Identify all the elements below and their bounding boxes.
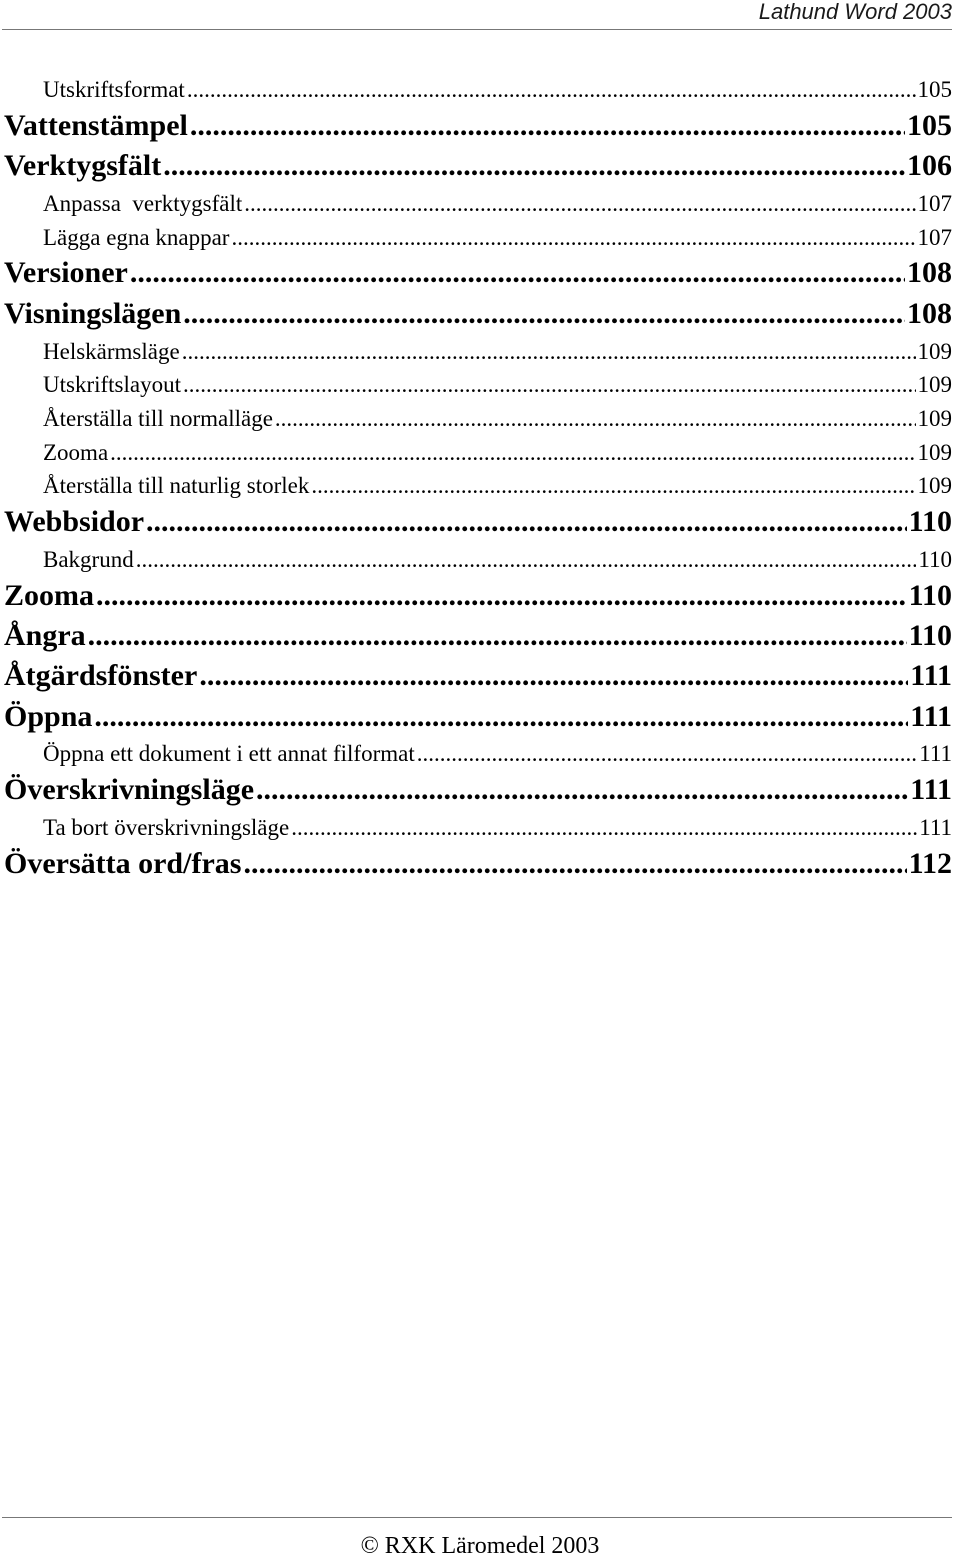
toc-entry-title: Åtgärdsfönster xyxy=(4,656,197,696)
toc-entry-title: Helskärmsläge xyxy=(43,335,180,368)
toc-entry-title: Visningslägen xyxy=(4,294,181,334)
toc-entry-title: Återställa till naturlig storlek xyxy=(43,469,309,502)
toc-entry-title: Öppna xyxy=(4,697,92,737)
toc-entry-page: 111 xyxy=(919,741,952,766)
toc-entry-title: Vattenstämpel xyxy=(4,106,188,146)
toc-entry-atgardsfonster[interactable] xyxy=(4,656,952,696)
toc-leader-dots xyxy=(243,844,906,884)
toc-leader-dots xyxy=(417,737,917,770)
toc-entry-title: Återställa till normalläge xyxy=(43,402,273,435)
header-title: Lathund Word 2003 xyxy=(758,0,952,24)
toc-leader-dots xyxy=(190,106,905,146)
toc-entry-zooma[interactable] xyxy=(4,576,952,616)
toc-entry-oppna[interactable] xyxy=(4,697,952,737)
toc-entry-page: 108 xyxy=(907,256,952,289)
toc-entry-title: Zooma xyxy=(43,436,108,469)
toc-leader-dots xyxy=(146,502,907,542)
toc-leader-dots xyxy=(136,543,917,576)
toc-entry-page: 109 xyxy=(917,440,952,465)
toc-entry-oversatta-ord-fras[interactable] xyxy=(4,844,952,884)
toc-entry-ta-bort-overskrivningslage[interactable] xyxy=(4,811,952,844)
toc-entry-helskarmslage[interactable] xyxy=(4,335,952,368)
toc-entry-title: Webbsidor xyxy=(4,502,144,542)
toc-entry-versioner[interactable] xyxy=(4,253,952,293)
toc-entry-page: 111 xyxy=(910,773,952,806)
toc-entry-page: 111 xyxy=(910,700,952,733)
toc-entry-overskrivningslage[interactable] xyxy=(4,770,952,810)
toc-leader-dots xyxy=(231,221,915,254)
toc-leader-dots xyxy=(199,656,908,696)
toc-entry-page: 105 xyxy=(907,109,952,142)
toc-leader-dots xyxy=(291,811,917,844)
toc-leader-dots xyxy=(311,469,915,502)
toc-entry-title: Öppna ett dokument i ett annat filformat xyxy=(43,737,415,770)
toc-leader-dots xyxy=(130,253,905,293)
header-divider xyxy=(2,29,952,30)
toc-entry-bakgrund[interactable] xyxy=(4,543,952,576)
toc-entry-page: 111 xyxy=(910,659,952,692)
toc-entry-title: Utskriftsformat xyxy=(43,73,185,106)
toc-entry-title: Versioner xyxy=(4,253,128,293)
toc-entry-aterstalla-naturlig-storlek[interactable] xyxy=(4,469,952,502)
toc-entry-angra[interactable] xyxy=(4,616,952,656)
toc-leader-dots xyxy=(94,697,908,737)
toc-leader-dots xyxy=(187,73,916,106)
toc-leader-dots xyxy=(183,294,905,334)
toc-entry-title: Överskrivningsläge xyxy=(4,770,254,810)
toc-entry-page: 109 xyxy=(917,473,952,498)
toc-leader-dots xyxy=(110,436,915,469)
toc-entry-title: Lägga egna knappar xyxy=(43,221,229,254)
toc-entry-title: Ångra xyxy=(4,616,86,656)
toc-entry-title: Översätta ord/fras xyxy=(4,844,241,884)
toc-leader-dots xyxy=(256,770,908,810)
toc-entry-utskriftslayout[interactable] xyxy=(4,368,952,401)
toc-entry-title: Anpassa verktygsfält xyxy=(43,187,242,220)
toc-entry-page: 110 xyxy=(908,505,952,538)
footer-copyright: © RXK Läromedel 2003 xyxy=(360,1533,600,1559)
toc-entry-page: 110 xyxy=(908,619,952,652)
toc-leader-dots xyxy=(275,402,916,435)
toc-leader-dots xyxy=(183,368,916,401)
toc-entry-page: 105 xyxy=(917,77,952,102)
toc-entry-anpassa-verktygsfalt[interactable] xyxy=(4,187,952,220)
toc-entry-page: 109 xyxy=(917,339,952,364)
toc-entry-page: 110 xyxy=(908,579,952,612)
toc-entry-title: Verktygsfält xyxy=(4,146,161,186)
toc-leader-dots xyxy=(182,335,916,368)
toc-entry-page: 108 xyxy=(907,297,952,330)
toc-entry-aterstalla-normallage[interactable] xyxy=(4,402,952,435)
toc-entry-page: 107 xyxy=(917,225,952,250)
toc-entry-title: Utskriftslayout xyxy=(43,368,181,401)
toc-entry-title: Zooma xyxy=(4,576,94,616)
toc-entry-page: 109 xyxy=(917,372,952,397)
toc-entry-title: Ta bort överskrivningsläge xyxy=(43,811,289,844)
toc-leader-dots xyxy=(88,616,907,656)
footer-divider xyxy=(2,1517,952,1518)
toc-entry-page: 111 xyxy=(919,815,952,840)
toc-entry-webbsidor[interactable] xyxy=(4,502,952,542)
toc-entry-page: 107 xyxy=(917,191,952,216)
toc-entry-utskriftsformat[interactable] xyxy=(4,73,952,106)
toc-entry-visningslagen[interactable] xyxy=(4,294,952,334)
toc-entry-zooma-sub[interactable] xyxy=(4,436,952,469)
toc-entry-lagga-egna-knappar[interactable] xyxy=(4,221,952,254)
toc-leader-dots xyxy=(244,187,915,220)
toc-entry-page: 109 xyxy=(917,406,952,431)
toc-entry-verktygsfalt[interactable] xyxy=(4,146,952,186)
toc-entry-page: 112 xyxy=(908,847,952,880)
toc-entry-title: Bakgrund xyxy=(43,543,134,576)
toc-entry-oppna-annat-filformat[interactable] xyxy=(4,737,952,770)
toc-leader-dots xyxy=(96,576,907,616)
toc-leader-dots xyxy=(163,146,905,186)
toc-entry-page: 110 xyxy=(918,547,952,572)
toc-entry-page: 106 xyxy=(907,149,952,182)
toc-entry-vattenstampel[interactable] xyxy=(4,106,952,146)
